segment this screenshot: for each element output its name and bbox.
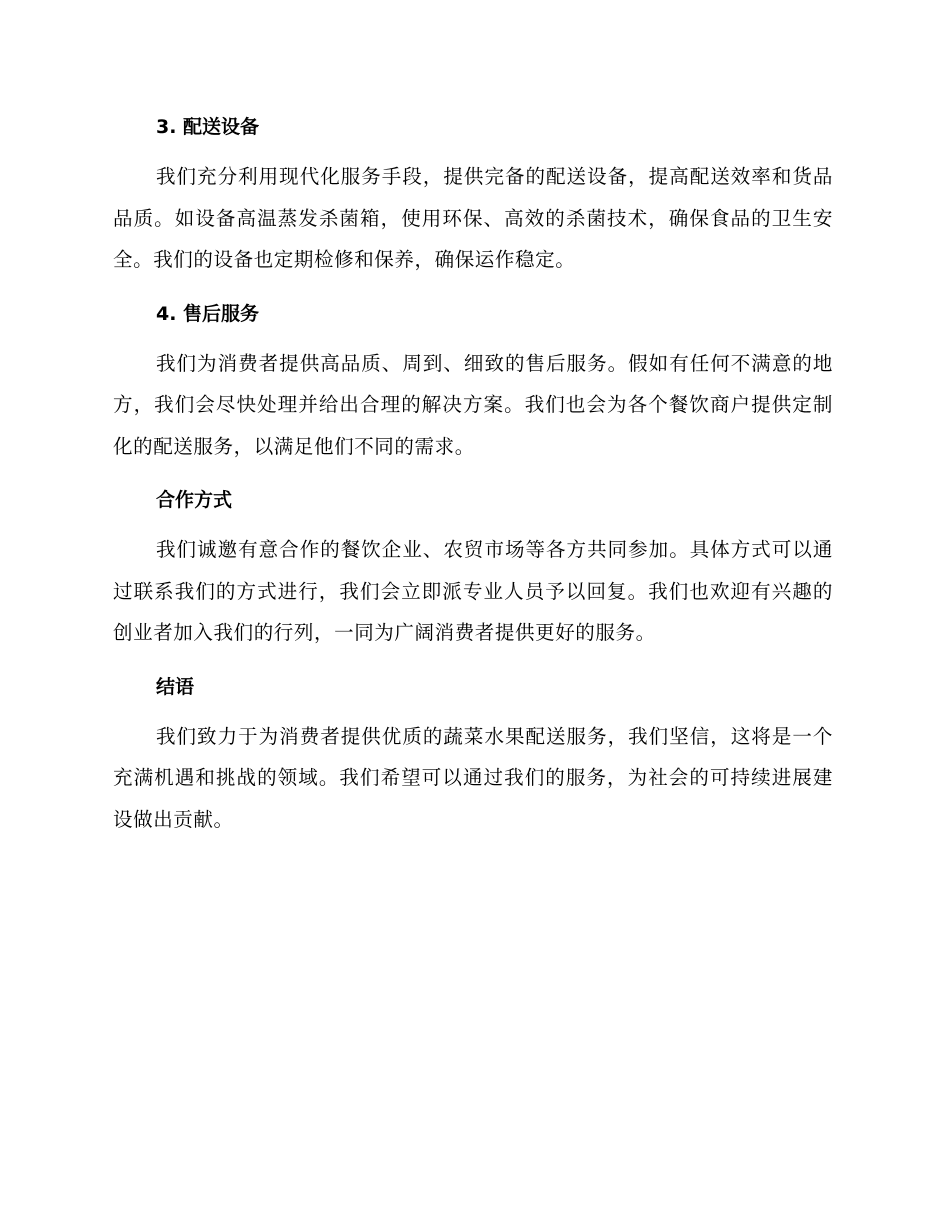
- section-heading: 3. 配送设备: [156, 116, 260, 138]
- section-after-sales-service: [113, 295, 833, 468]
- section-delivery-equipment: [113, 108, 833, 281]
- section-paragraph: 我们诚邀有意合作的餐饮企业、农贸市场等各方共同参加。具体方式可以通过联系我们的方式进行，我们会立即派专业人员予以回复。我们也欢迎有兴趣的创业者加入我们的行列，一同为广阔消费者提供更好的服务。: [113, 538, 833, 644]
- section-conclusion: [113, 668, 833, 841]
- document-body: [113, 108, 833, 854]
- section-paragraph: 我们充分利用现代化服务手段，提供完备的配送设备，提高配送效率和货品品质。如设备高温蒸发杀菌箱，使用环保、高效的杀菌技术，确保食品的卫生安全。我们的设备也定期检修和保养，确保运作稳定。: [113, 165, 833, 271]
- section-heading: 结语: [156, 675, 195, 698]
- section-heading: 合作方式: [156, 489, 233, 511]
- section-cooperation: [113, 481, 833, 654]
- section-paragraph: 我们为消费者提供高品质、周到、细致的售后服务。假如有任何不满意的地方，我们会尽快处理并给出合理的解决方案。我们也会为各个餐饮商户提供定制化的配送服务，以满足他们不同的需求。: [113, 351, 833, 458]
- section-heading: 4. 售后服务: [156, 302, 260, 325]
- section-paragraph: 我们致力于为消费者提供优质的蔬菜水果配送服务，我们坚信，这将是一个充满机遇和挑战的领域。我们希望可以通过我们的服务，为社会的可持续进展建设做出贡献。: [113, 724, 833, 831]
